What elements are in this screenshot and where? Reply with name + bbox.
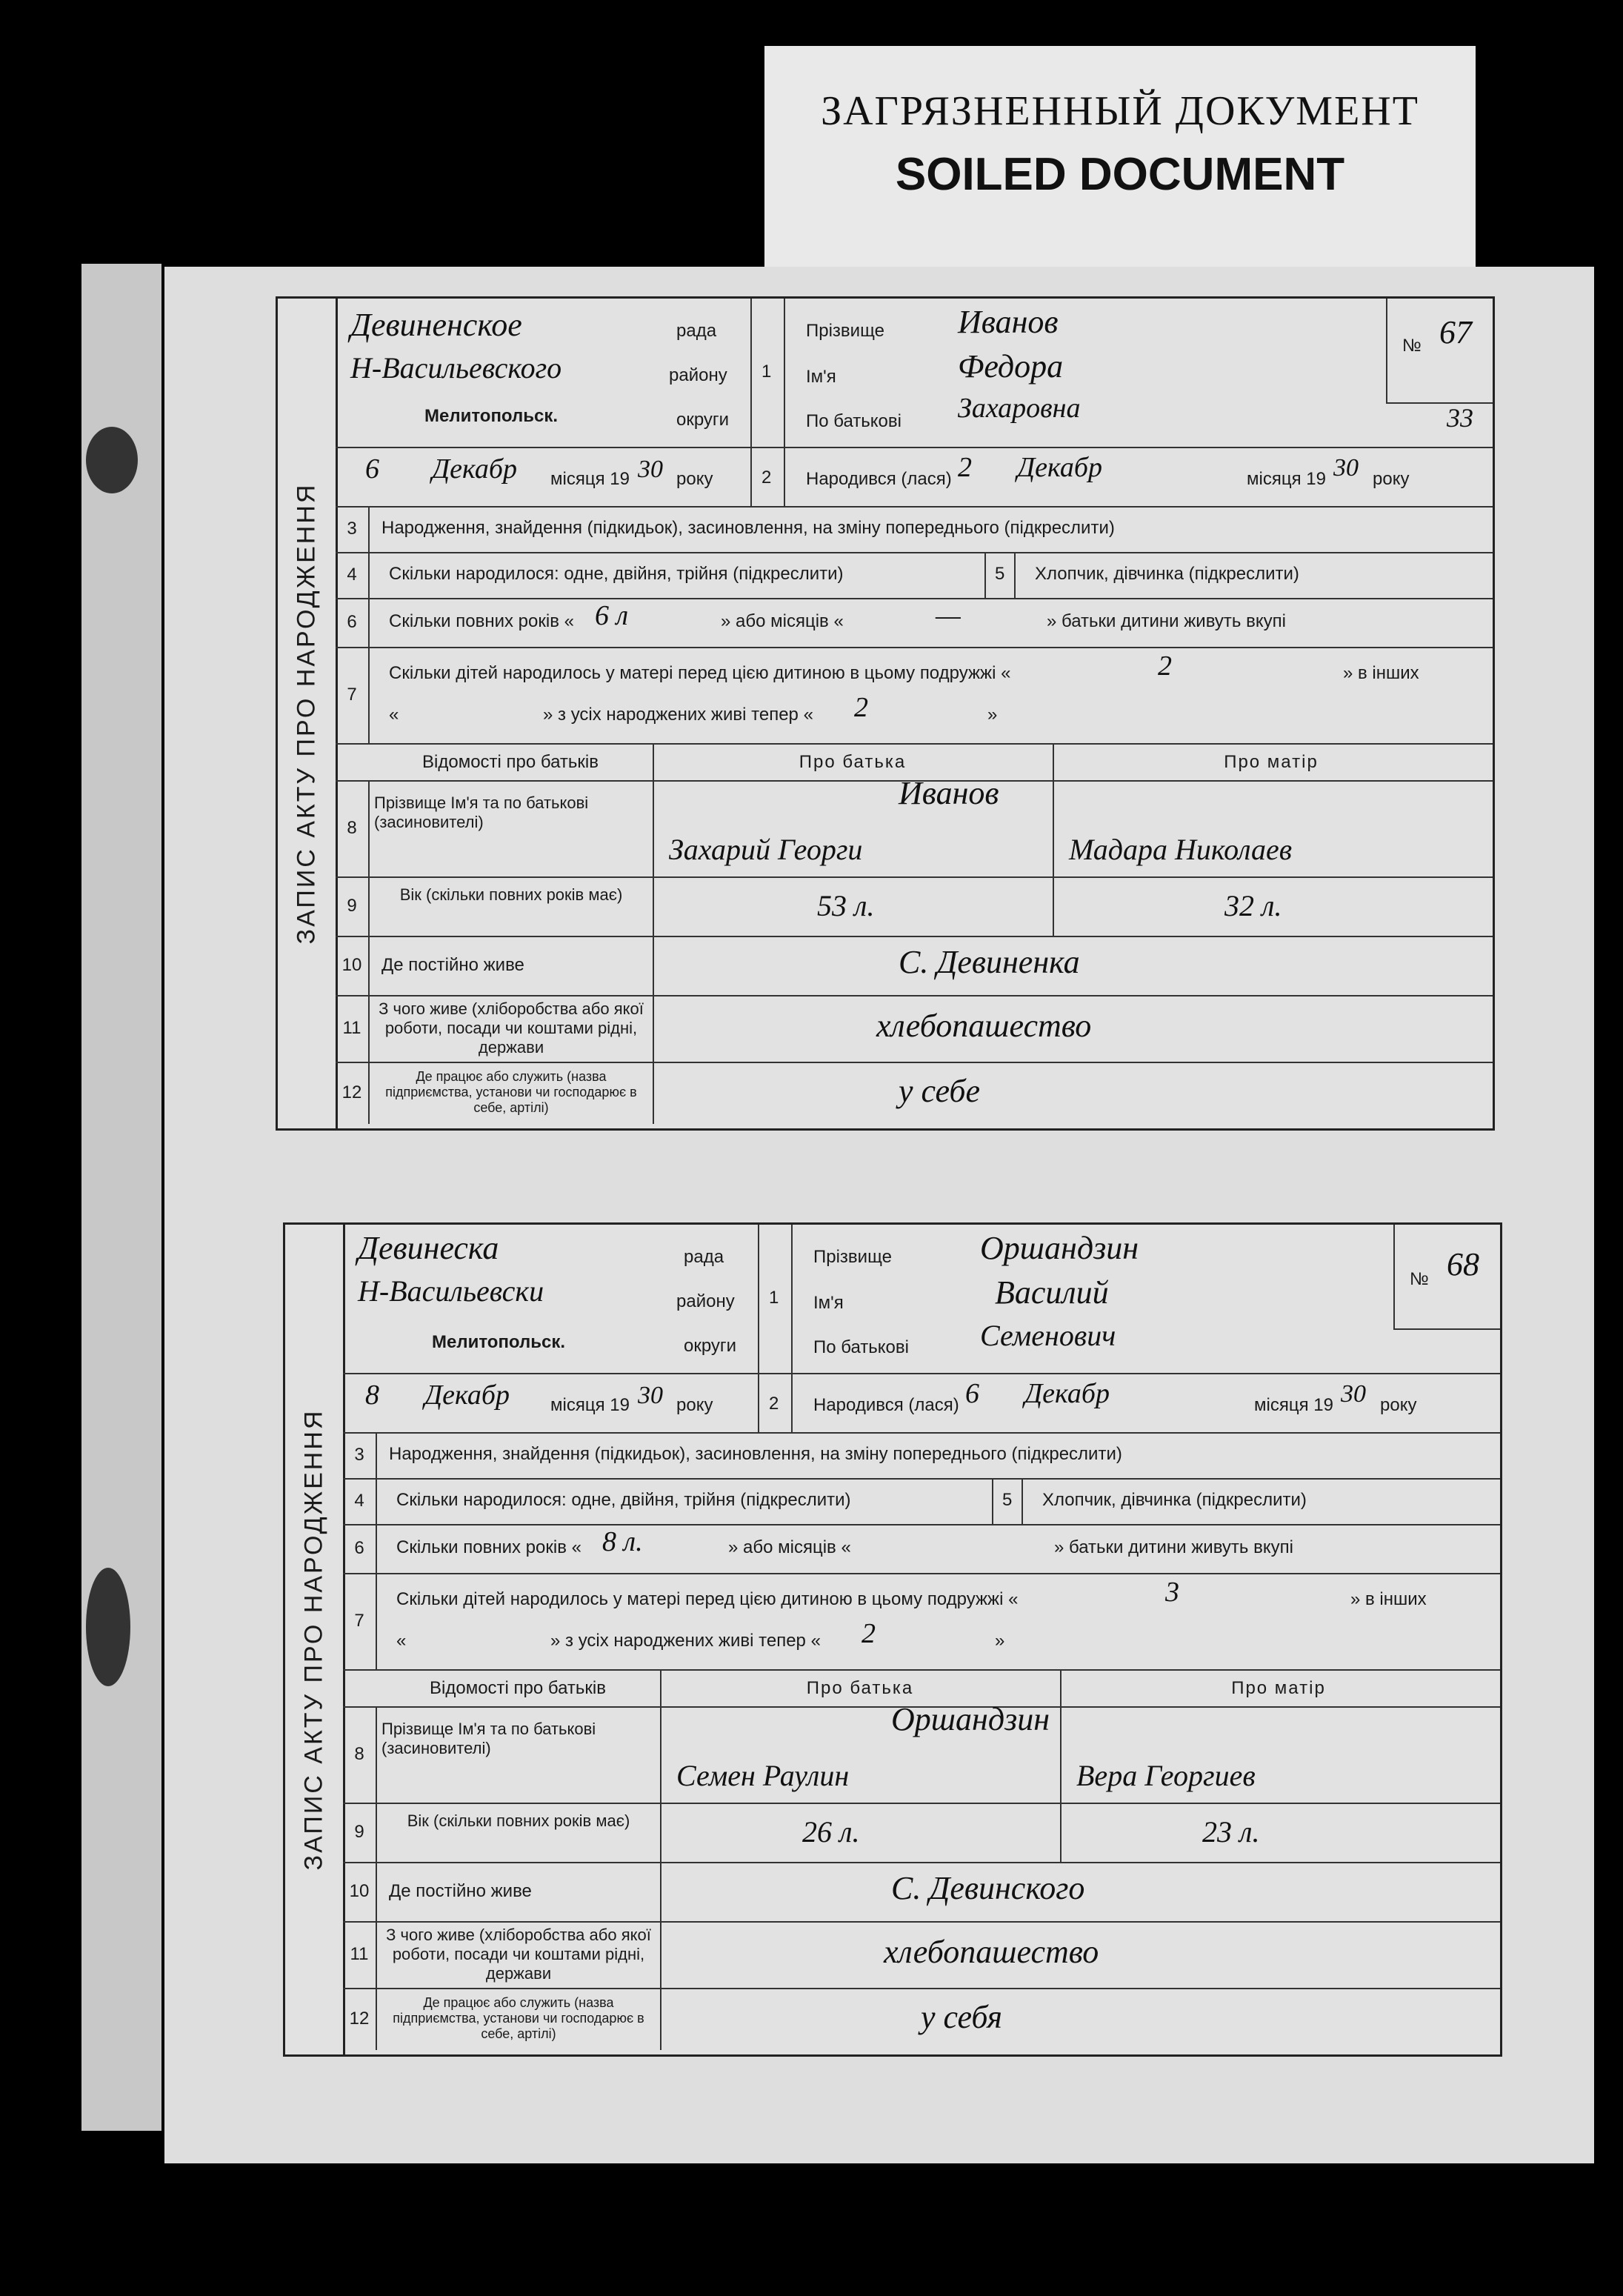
row-11: 11 З чого живе (хліборобства або якої роботи, посади чи коштами рідні, держави хлебопашество	[336, 995, 1493, 1063]
patronymic-label: По батькові	[806, 411, 902, 431]
parents-header: Відомості про батьків Про батька Про матір	[336, 743, 1493, 782]
row-7: 7 Скільки дітей народилось у матері перед цією дитиною в цьому подружжі « 2 » в інших « » з усіх народжених живі тепер « 2 »	[336, 647, 1493, 745]
record-number: 68	[1447, 1246, 1479, 1282]
name-label: Ім'я	[806, 367, 836, 387]
number-label: №	[1410, 1269, 1429, 1289]
row-12: 12 Де працює або служить (назва підприємства, установи чи господарює в себе, артілі) у себе	[336, 1062, 1493, 1124]
years-together: 6 л	[595, 600, 629, 631]
father-age: 53 л.	[817, 889, 875, 922]
number-label: №	[1402, 336, 1422, 356]
surname-value: Иванов	[958, 304, 1059, 340]
reg-year: 30	[638, 1382, 663, 1409]
row-2: 6 Декабр місяця 19 30 року 2 Народився (лася) 2 Декабр місяця 19 30 року	[336, 447, 1493, 508]
birth-label: Народився (лася)	[813, 1395, 959, 1415]
record-number-extra: 33	[1447, 403, 1473, 433]
mother-name: Вера Георгиев	[1076, 1759, 1256, 1792]
surname-label: Прізвище	[806, 321, 884, 341]
birth-month: Декабр	[1024, 1378, 1110, 1409]
okrugy-label: округи	[676, 410, 730, 430]
row-9: 9 Вік (скільки повних років має) 26 л. 23 л.	[343, 1803, 1500, 1863]
children-before: 2	[1158, 650, 1172, 682]
okrug-value: Мелитопольск.	[432, 1332, 566, 1352]
row-12: 12 Де працює або служить (назва підприємства, установи чи господарює в себе, артілі) у себя	[343, 1988, 1500, 2050]
row-3-text: Народження, знайдення (підкидьок), засиновлення, на зміну попереднього (підкреслити)	[389, 1444, 1122, 1464]
birth-month: Декабр	[1017, 452, 1102, 483]
mother-age: 23 л.	[1202, 1815, 1260, 1849]
mother-age: 32 л.	[1224, 889, 1282, 922]
children-alive: 2	[862, 1618, 876, 1649]
workplace: у себя	[921, 1999, 1002, 2035]
row-5-text: Хлопчик, дівчинка (підкреслити)	[1035, 564, 1299, 584]
residence: С. Девиненка	[899, 944, 1080, 980]
soiled-document-label	[764, 46, 1476, 268]
row-1: Девиненское рада Н-Васильевского району Мелитопольск. округи 1 Прізвище Иванов Ім'я Федора По батькові Захаровна № 67 33	[336, 299, 1493, 448]
father-age: 26 л.	[802, 1815, 860, 1849]
okrugy-label: округи	[684, 1336, 737, 1356]
row-4: 4 Скільки народилося: одне, двійня, трійня (підкреслити) 5 Хлопчик, дівчинка (підкреслити)	[336, 552, 1493, 599]
row-3: 3 Народження, знайдення (підкидьок), засиновлення, на зміну попереднього (підкреслити)	[336, 506, 1493, 553]
name-label: Ім'я	[813, 1293, 844, 1313]
row-3-text: Народження, знайдення (підкидьок), засиновлення, на зміну попереднього (підкреслити)	[381, 518, 1115, 538]
row-8: 8 Прізвище Ім'я та по батькові (засиновителі) Оршандзин Семен Раулин Вера Георгиев	[343, 1706, 1500, 1804]
children-before: 3	[1165, 1577, 1179, 1608]
birth-day: 2	[958, 452, 972, 483]
reg-year: 30	[638, 456, 663, 483]
birth-year: 30	[1333, 454, 1359, 482]
rada-value: Девинеска	[358, 1230, 499, 1266]
binding-hole	[86, 1568, 130, 1686]
patronymic-value: Семенович	[980, 1319, 1116, 1352]
row-3: 3 Народження, знайдення (підкидьок), засиновлення, на зміну попереднього (підкреслити)	[343, 1432, 1500, 1480]
name-value: Василий	[995, 1274, 1109, 1311]
mother-name: Мадара Николаев	[1069, 833, 1293, 866]
occupation: хлебопашество	[876, 1008, 1092, 1044]
record-number: 67	[1439, 314, 1472, 350]
birth-record-68	[283, 1222, 1502, 2057]
rayonu-label: району	[669, 365, 727, 385]
residence: С. Девинского	[891, 1870, 1085, 1906]
row-5-text: Хлопчик, дівчинка (підкреслити)	[1042, 1490, 1307, 1510]
okrug-value: Мелитопольск.	[424, 406, 559, 426]
record-side-title: ЗАПИС АКТУ ПРО НАРОДЖЕННЯ	[278, 299, 338, 1128]
workplace: у себе	[899, 1073, 981, 1109]
children-alive: 2	[854, 692, 868, 723]
reg-day: 6	[365, 453, 379, 485]
binding-spine	[81, 264, 161, 2131]
family-surname: Иванов	[899, 775, 999, 811]
row-2: 8 Декабр місяця 19 30 року 2 Народився (лася) 6 Декабр місяця 19 30 року	[343, 1373, 1500, 1434]
birth-day: 6	[965, 1378, 979, 1409]
family-surname: Оршандзин	[891, 1701, 1050, 1737]
row-8: 8 Прізвище Ім'я та по батькові (засиновителі) Иванов Захарий Георги Мадара Николаев	[336, 780, 1493, 878]
row-6: 6 Скільки повних років « 8 л. » або місяців « » батьки дитини живуть вкупі	[343, 1524, 1500, 1574]
row-4: 4 Скільки народилося: одне, двійня, трійня (підкреслити) 5 Хлопчик, дівчинка (підкреслити)	[343, 1478, 1500, 1525]
rada-value: Девиненское	[350, 307, 522, 343]
name-value: Федора	[958, 348, 1064, 385]
months-together: —	[936, 600, 961, 631]
reg-day: 8	[365, 1380, 379, 1411]
row-4-text: Скільки народилося: одне, двійня, трійня (підкреслити)	[389, 564, 844, 584]
father-name: Семен Раулин	[676, 1759, 850, 1792]
row-10: 10 Де постійно живе С. Девинского	[343, 1862, 1500, 1923]
surname-label: Прізвище	[813, 1247, 892, 1267]
rayon-value: Н-Васильевски	[358, 1274, 544, 1308]
rayon-value: Н-Васильевского	[350, 351, 562, 385]
row-1: Девинеска рада Н-Васильевски району Мелитопольск. округи 1 Прізвище Оршандзин Ім'я Василий По батькові Семенович № 68	[343, 1225, 1500, 1374]
patronymic-label: По батькові	[813, 1337, 909, 1357]
row-10: 10 Де постійно живе С. Девиненка	[336, 936, 1493, 996]
parents-header: Відомості про батьків Про батька Про матір	[343, 1669, 1500, 1708]
row-7: 7 Скільки дітей народилось у матері перед цією дитиною в цьому подружжі « 3 » в інших « » з усіх народжених живі тепер « 2 »	[343, 1573, 1500, 1671]
patronymic-value: Захаровна	[958, 393, 1081, 424]
rada-label: рада	[684, 1247, 724, 1267]
birth-year: 30	[1341, 1380, 1366, 1408]
row-6: 6 Скільки повних років « 6 л » або місяців « — » батьки дитини живуть вкупі	[336, 598, 1493, 648]
binding-hole	[86, 427, 138, 493]
record-side-title: ЗАПИС АКТУ ПРО НАРОДЖЕННЯ	[285, 1225, 345, 2054]
rayonu-label: району	[676, 1291, 735, 1311]
father-name: Захарий Георги	[669, 833, 863, 866]
occupation: хлебопашество	[884, 1934, 1099, 1970]
birth-label: Народився (лася)	[806, 469, 952, 489]
reg-month: Декабр	[432, 453, 517, 485]
rada-label: рада	[676, 321, 717, 341]
row-4-text: Скільки народилося: одне, двійня, трійня (підкреслити)	[396, 1490, 851, 1510]
label-russian: ЗАГРЯЗНЕННЫЙ ДОКУМЕНТ	[821, 88, 1419, 134]
row-9: 9 Вік (скільки повних років має) 53 л. 32 л.	[336, 876, 1493, 937]
label-english: SOILED DOCUMENT	[895, 149, 1345, 200]
register-page	[164, 267, 1594, 2163]
years-together: 8 л.	[602, 1526, 643, 1557]
reg-month: Декабр	[424, 1380, 510, 1411]
row-11: 11 З чого живе (хліборобства або якої роботи, посади чи коштами рідні, держави хлебопашество	[343, 1921, 1500, 1989]
birth-record-67	[276, 296, 1495, 1131]
surname-value: Оршандзин	[980, 1230, 1139, 1266]
